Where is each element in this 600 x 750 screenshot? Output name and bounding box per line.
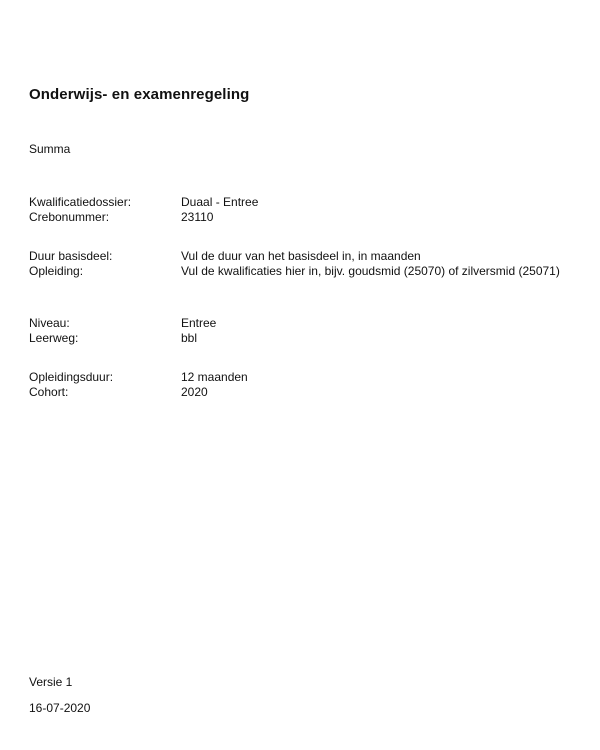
document-title: Onderwijs- en examenregeling [29, 86, 250, 103]
detail-label: Niveau: [29, 316, 70, 330]
detail-label: Opleidingsduur: [29, 370, 114, 384]
detail-row-cohort [29, 385, 569, 400]
organization-name: Summa [29, 142, 71, 156]
detail-value: 12 maanden [181, 370, 248, 384]
detail-value: bbl [181, 331, 198, 345]
detail-value: Vul de kwalificaties hier in, bijv. goudsmid (25070) of zilversmid (25071) [181, 264, 560, 278]
detail-row-duur-basisdeel [29, 249, 569, 264]
details-group-opleiding [29, 249, 569, 279]
document-date: 16-07-2020 [29, 701, 91, 715]
detail-value: Vul de duur van het basisdeel in, in maanden [181, 249, 421, 263]
detail-label: Leerweg: [29, 331, 79, 345]
detail-row-opleidingsduur [29, 370, 569, 385]
detail-label: Opleiding: [29, 264, 84, 278]
detail-value: 23110 [181, 210, 214, 224]
detail-row-opleiding [29, 264, 569, 279]
details-group-duur [29, 370, 569, 400]
details-group-dossier [29, 195, 569, 225]
detail-row-kwalificatiedossier [29, 195, 569, 210]
detail-value: 2020 [181, 385, 208, 399]
detail-value: Entree [181, 316, 217, 330]
detail-label: Kwalificatiedossier: [29, 195, 132, 209]
document-version: Versie 1 [29, 675, 73, 689]
detail-label: Cohort: [29, 385, 69, 399]
detail-value: Duaal - Entree [181, 195, 259, 209]
detail-row-niveau [29, 316, 569, 331]
details-group-niveau [29, 316, 569, 346]
detail-row-crebonummer [29, 210, 569, 225]
detail-row-leerweg [29, 331, 569, 346]
detail-label: Crebonummer: [29, 210, 110, 224]
detail-label: Duur basisdeel: [29, 249, 113, 263]
